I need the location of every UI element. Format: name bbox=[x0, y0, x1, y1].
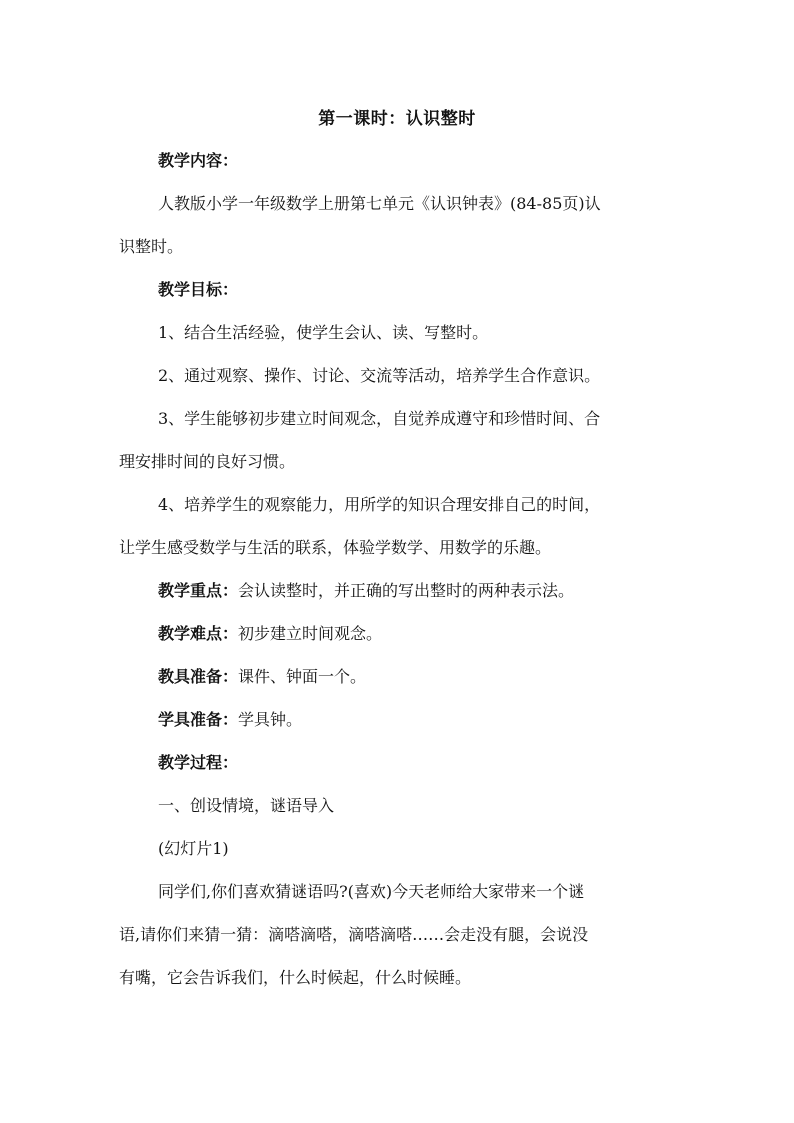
key-point-label: 教学重点： bbox=[158, 581, 239, 600]
slide-1-label: (幻灯片1) bbox=[158, 839, 229, 858]
section-1-heading: 一、创设情境，谜语导入 bbox=[158, 796, 335, 815]
paragraph-line-2: 语,请你们来猜一猜：滴嗒滴嗒，滴嗒滴嗒……会走没有腿，会说没 bbox=[119, 925, 589, 944]
goal-4-line-1: 4、培养学生的观察能力，用所学的知识合理安排自己的时间， bbox=[158, 495, 601, 514]
paragraph-line-3: 有嘴，它会告诉我们，什么时候起，什么时候睡。 bbox=[119, 968, 472, 987]
student-tools-label: 学具准备： bbox=[158, 710, 239, 729]
difficulty bbox=[158, 623, 382, 645]
content-heading: 教学内容： bbox=[158, 151, 239, 170]
difficulty-text: 初步建立时间观念。 bbox=[238, 624, 383, 643]
process-heading: 教学过程： bbox=[158, 753, 239, 772]
content-line-2: 识整时。 bbox=[119, 237, 184, 256]
goal-2: 2、通过观察、操作、讨论、交流等活动，培养学生合作意识。 bbox=[158, 366, 601, 385]
page-title: 第一课时：认识整时 bbox=[318, 109, 476, 129]
content-line-1: 人教版小学一年级数学上册第七单元《认识钟表》(84-85页)认 bbox=[158, 194, 601, 213]
goal-3-line-1: 3、学生能够初步建立时间观念，自觉养成遵守和珍惜时间、合 bbox=[158, 409, 601, 428]
student-tools-text: 学具钟。 bbox=[238, 710, 303, 729]
paragraph-line-1: 同学们,你们喜欢猜谜语吗?(喜欢)今天老师给大家带来一个谜 bbox=[158, 882, 585, 901]
teacher-tools-text: 课件、钟面一个。 bbox=[238, 667, 367, 686]
goal-3-line-2: 理安排时间的良好习惯。 bbox=[119, 452, 296, 471]
teacher-tools-label: 教具准备： bbox=[158, 667, 239, 686]
goal-4-line-2: 让学生感受数学与生活的联系，体验学数学、用数学的乐趣。 bbox=[119, 538, 552, 557]
teacher-tools bbox=[158, 666, 366, 688]
key-point-text: 会认读整时，并正确的写出整时的两种表示法。 bbox=[238, 581, 575, 600]
student-tools bbox=[158, 709, 302, 731]
difficulty-label: 教学难点： bbox=[158, 624, 239, 643]
key-point bbox=[158, 580, 574, 602]
goal-1: 1、结合生活经验，使学生会认、读、写整时。 bbox=[158, 323, 489, 342]
goals-heading: 教学目标： bbox=[158, 280, 239, 299]
